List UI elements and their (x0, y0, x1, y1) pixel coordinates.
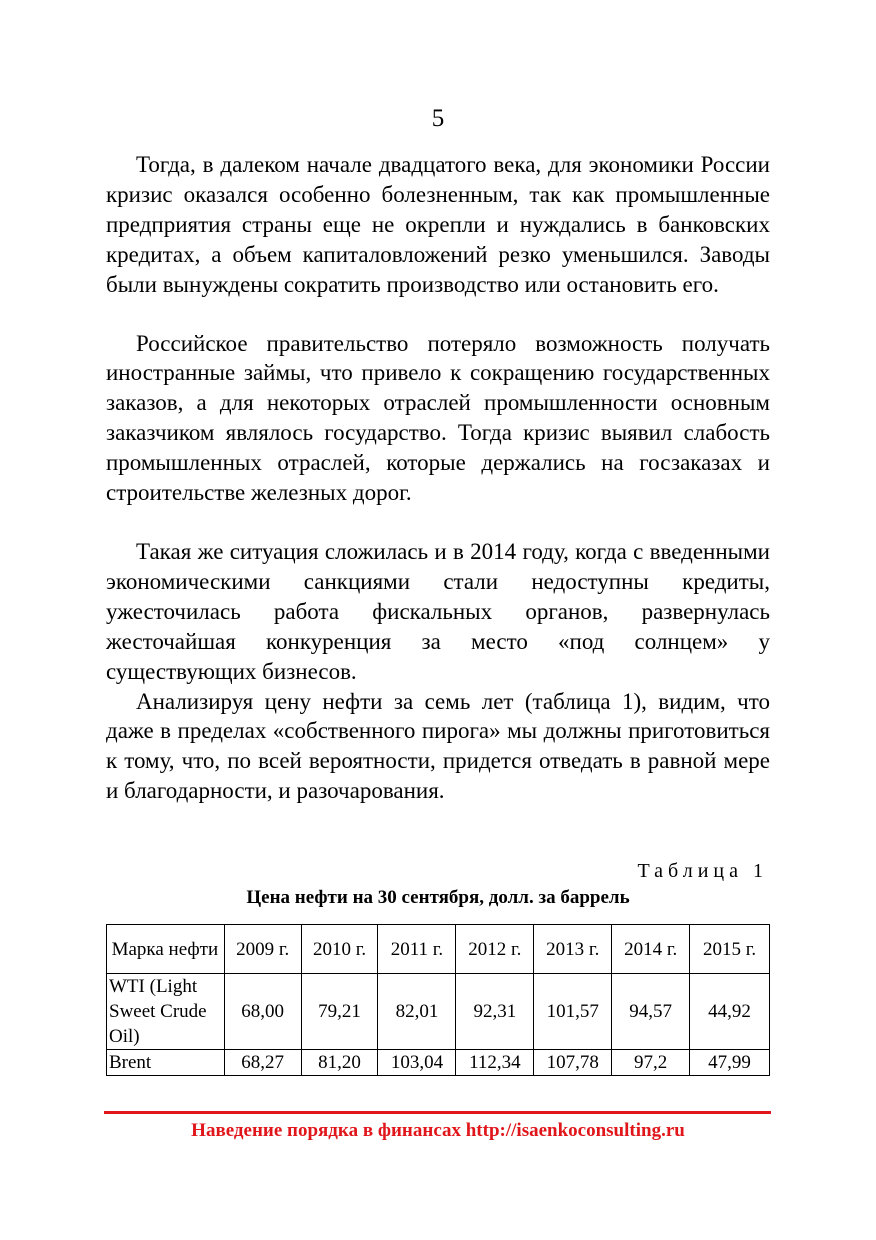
price-cell: 92,31 (456, 974, 534, 1050)
price-cell: 44,92 (690, 974, 770, 1050)
paragraph-3: Такая же ситуация сложилась и в 2014 году, когда с введенными экономическими санкциями стали недоступны кредиты, ужесточилась работа фискальных органов, развернулась жесточайшая конкуренция за место «под солнцем» у существующих бизнесов. (106, 538, 770, 684)
table-row (107, 974, 770, 1050)
footer-link[interactable]: Наведение порядка в финансах http://isaenkoconsulting.ru (191, 1120, 685, 1141)
row-brand: Brent (107, 1050, 225, 1076)
header-year: 2009 г. (224, 925, 301, 974)
paragraph-2: Российское правительство потеряло возможность получать иностранные займы, что привело к сокращению государственных заказов, а для некоторых отраслей промышленности основным заказчиком являлось государство. Тогда кризис выявил слабость промышленных отраслей, которые держались на госзаказах и строительстве железных дорог. (106, 330, 770, 506)
table-caption: Таблица 1 (637, 860, 768, 882)
price-cell: 47,99 (690, 1050, 770, 1076)
price-cell: 101,57 (534, 974, 612, 1050)
header-year: 2010 г. (301, 925, 378, 974)
price-cell: 94,57 (612, 974, 690, 1050)
header-year: 2014 г. (612, 925, 690, 974)
header-year: 2013 г. (534, 925, 612, 974)
price-cell: 68,27 (224, 1050, 301, 1076)
body-text (106, 150, 770, 806)
oil-price-table (106, 924, 770, 1076)
paragraph-1: Тогда, в далеком начале двадцатого века, для экономики России кризис оказался особенно болезненным, так как промышленные предприятия страны еще не окрепли и нуждались в банковских кредитах, а объем капиталовложений резко уменьшился. Заводы были вынуждены сократить производство или остановить его. (106, 152, 770, 297)
row-brand: WTI (Light Sweet Crude Oil) (107, 974, 225, 1050)
price-cell: 103,04 (378, 1050, 456, 1076)
table-title: Цена нефти на 30 сентября, долл. за баррель (246, 887, 630, 908)
table-header-row (107, 925, 770, 974)
header-year: 2015 г. (690, 925, 770, 974)
footer-divider (104, 1111, 771, 1114)
price-cell: 81,20 (301, 1050, 378, 1076)
price-cell: 68,00 (224, 974, 301, 1050)
page-number: 5 (431, 105, 445, 132)
price-cell: 97,2 (612, 1050, 690, 1076)
header-year: 2011 г. (378, 925, 456, 974)
header-year: 2012 г. (456, 925, 534, 974)
price-cell: 112,34 (456, 1050, 534, 1076)
price-cell: 82,01 (378, 974, 456, 1050)
price-cell: 79,21 (301, 974, 378, 1050)
header-brand: Марка нефти (107, 925, 225, 974)
paragraph-4: Анализируя цену нефти за семь лет (таблица 1), видим, что даже в пределах «собственного пирога» мы должны приготовиться к тому, что, по всей вероятности, придется отведать в равной мере и благодарности, и разочарования. (106, 688, 770, 804)
price-cell: 107,78 (534, 1050, 612, 1076)
table-row (107, 1050, 770, 1076)
